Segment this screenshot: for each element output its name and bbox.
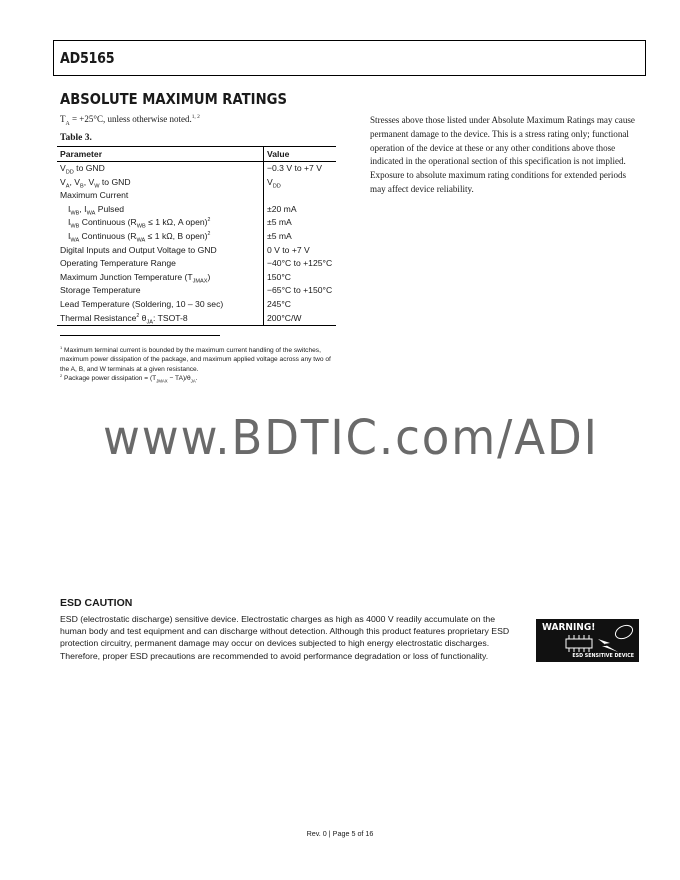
- value-cell: −40°C to +125°C: [267, 258, 333, 269]
- page-header: [53, 40, 646, 76]
- table-row: [57, 257, 336, 271]
- table-row: [57, 312, 336, 326]
- table-row: [57, 162, 336, 176]
- footnotes: [60, 346, 332, 383]
- param-cell: Lead Temperature (Soldering, 10 – 30 sec): [57, 298, 264, 312]
- warning-label: WARNING!: [542, 622, 596, 633]
- value-cell: ±5 mA: [267, 230, 292, 241]
- param-cell: Maximum Junction Temperature $(T_{JMAX})$: [57, 271, 264, 285]
- param-cell: Storage Temperature: [57, 284, 264, 298]
- esd-warning-badge: [536, 619, 639, 662]
- table-row: [57, 284, 336, 298]
- value-cell: $V_{DD}$: [267, 176, 281, 190]
- table-row: [57, 298, 336, 312]
- param-cell: Digital Inputs and Output Voltage to GND: [57, 244, 264, 258]
- part-number: AD5165: [60, 49, 115, 67]
- param-cell: Maximum Current: [57, 189, 264, 203]
- value-cell: 0 V to +7 V: [267, 244, 310, 255]
- param-cell: Thermal Resistance$^2$ $\theta_{JA}$: TSOT-8: [57, 312, 264, 326]
- table-row: [57, 203, 336, 217]
- watermark-text: www.BDTIC.com/ADI: [103, 410, 599, 466]
- page-footer: Rev. 0 | Page 5 of 16: [306, 829, 374, 838]
- value-cell: −0.3 V to +7 V: [267, 163, 322, 173]
- value-cell: −65°C to +150°C: [267, 285, 333, 296]
- param-cell: Operating Temperature Range: [57, 257, 264, 271]
- table-header-row: [57, 147, 336, 162]
- value-cell: 245°C: [267, 298, 291, 309]
- param-cell: $V_A$, $V_B$, $V_W$ to GND: [57, 176, 264, 190]
- value-cell: 150°C: [267, 271, 291, 282]
- col-header-parameter: Parameter: [57, 147, 264, 162]
- table-row: [57, 271, 336, 285]
- param-cell: $I_{WA}$ Continuous ($R_{WA} \le 1$ kΩ, B open)$^2$: [57, 230, 264, 244]
- esd-caution-text: ESD (electrostatic discharge) sensitive device. Electrostatic charges as high as 4000 V readily accumulate on the human body and test equipment and can discharge without detection. Although this product features proprietary ESD protection circuitry, permanent damage may occur on devices subjected to high energy electrostatic discharges. Therefore, proper ESD precautions are recommended to avoid performance degradation or loss of functionality.: [60, 614, 510, 661]
- footnote-1: $^1$ Maximum terminal current is bounded by the maximum current handling of the switches, maximum power dissipation of the package, and maximum applied voltage across any two of the A, B, and W terminals at a given resistance.: [60, 344, 331, 373]
- esd-sensitive-label: ESD SENSITIVE DEVICE: [572, 654, 634, 659]
- param-cell: $V_{DD}$ to GND: [57, 162, 264, 176]
- value-cell: 200°C/W: [264, 312, 337, 326]
- param-cell: $I_{WB}$, $I_{WA}$ Pulsed: [57, 203, 264, 217]
- table-row: [57, 176, 336, 190]
- ambient-condition: $T_A = +25^\circ C$, unless otherwise noted.$^{1, 2}$: [60, 114, 200, 127]
- stress-paragraph: Stresses above those listed under Absolute Maximum Ratings may cause permanent damage to the device. This is a stress rating only; functional operation of the device at these or any other conditions above those indicated in the operational section of this specification is not implied. Exposure to absolute maximum rating conditions for extended periods may affect device reliability.: [370, 115, 635, 194]
- table-row: [57, 244, 336, 258]
- table-title: Table 3.: [60, 133, 92, 143]
- footnote-2: $^2$ Package power dissipation = $(T_{JMAX} - TA)/\theta_{JA}$.: [60, 372, 198, 384]
- value-cell: ±20 mA: [267, 203, 297, 214]
- param-cell: $I_{WB}$ Continuous ($R_{WB} \le 1$ kΩ, A open)$^2$: [57, 216, 264, 230]
- footnote-divider: [60, 335, 220, 336]
- esd-caution-title: ESD CAUTION: [60, 597, 133, 609]
- table-row: [57, 189, 336, 203]
- col-header-value: Value: [264, 147, 337, 162]
- table-row: [57, 230, 336, 244]
- ratings-table: [57, 146, 336, 326]
- section-title: ABSOLUTE MAXIMUM RATINGS: [60, 90, 287, 108]
- value-cell: [264, 189, 337, 203]
- table-row: [57, 216, 336, 230]
- value-cell: ±5 mA: [267, 217, 292, 228]
